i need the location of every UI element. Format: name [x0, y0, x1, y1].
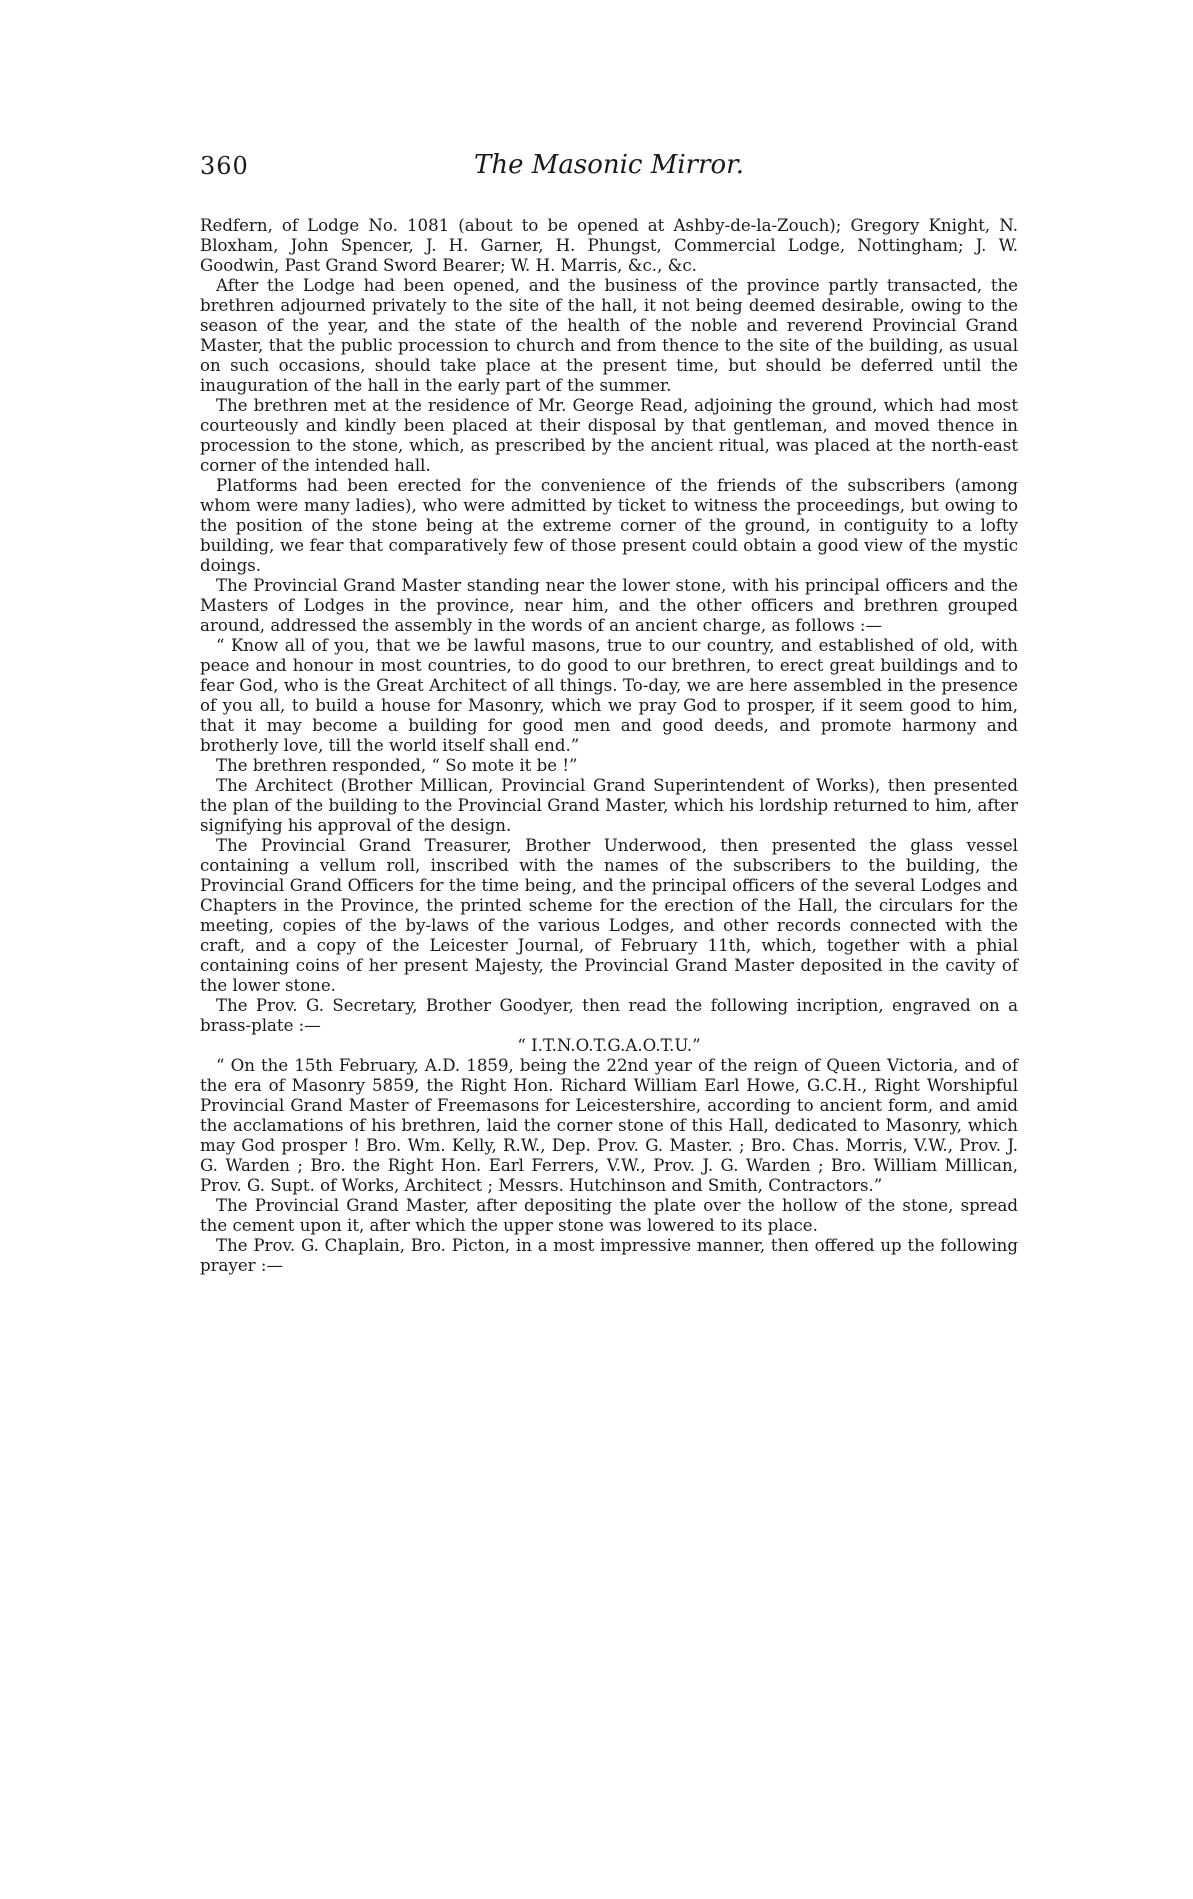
paragraph: Redfern, of Lodge No. 1081 (about to be opened at Ashby-de-la-Zouch); Gregory Knight, N. Bloxham, John Spencer, J. H. Garner, H. Phungst, Commercial Lodge, Nottingham; J. W. Goodwin, Past Grand Sword Bearer; W. H. Marris, &c., &c. [200, 216, 1018, 275]
paragraph: The Provincial Grand Master standing near the lower stone, with his principal officers and the Masters of Lodges in the province, near him, and the other officers and brethren grouped around, addressed the assembly in the words of an ancient charge, as follows :— [200, 576, 1018, 635]
document-page [200, 150, 1018, 1276]
paragraph: After the Lodge had been opened, and the business of the province partly transacted, the brethren adjourned privately to the site of the hall, it not being deemed desirable, owing to the season of the year, and the state of the health of the noble and reverend Provincial Grand Master, that the public procession to church and from thence to the site of the building, as usual on such occasions, should take place at the present time, but should be deferred until the inauguration of the hall in the early part of the summer. [200, 276, 1018, 395]
paragraph: The Architect (Brother Millican, Provincial Grand Superintendent of Works), then presented the plan of the building to the Provincial Grand Master, which his lordship returned to him, after signifying his approval of the design. [200, 776, 1018, 835]
page-number: 360 [200, 152, 249, 180]
paragraph: The Prov. G. Secretary, Brother Goodyer, then read the following incription, engraved on a brass-plate :— [200, 996, 1018, 1035]
paragraph: Platforms had been erected for the convenience of the friends of the subscribers (among whom were many ladies), who were admitted by ticket to witness the proceedings, but owing to the position of the stone being at the extreme corner of the ground, in contiguity to a lofty building, we fear that comparatively few of those present could obtain a good view of the mystic doings. [200, 476, 1018, 575]
paragraph: The Provincial Grand Treasurer, Brother Underwood, then presented the glass vessel containing a vellum roll, inscribed with the names of the subscribers to the building, the Provincial Grand Officers for the time being, and the principal officers of the several Lodges and Chapters in the Province, the printed scheme for the erection of the Hall, the circulars for the meeting, copies of the by-laws of the various Lodges, and other records connected with the craft, and a copy of the Leicester Journal, of February 11th, which, together with a phial containing coins of her present Majesty, the Provincial Grand Master deposited in the cavity of the lower stone. [200, 836, 1018, 995]
charge-quote: “ Know all of you, that we be lawful masons, true to our country, and established of old, with peace and honour in most countries, to do good to our brethren, to erect great buildings and to fear God, who is the Great Architect of all things. To-day, we are here assembled in the presence of you all, to build a house for Masonry, which we pray God to prosper, if it seem good to him, that it may become a building for good men and good deeds, and promote harmony and brotherly love, till the world itself shall end.” [200, 636, 1018, 755]
running-title: The Masonic Mirror. [473, 150, 745, 180]
inscription-heading: “ I.T.N.O.T.G.A.O.T.U.” [517, 1036, 701, 1055]
paragraph: The brethren responded, “ So mote it be !” [216, 756, 578, 775]
paragraph: The brethren met at the residence of Mr. George Read, adjoining the ground, which had most courteously and kindly been placed at their disposal by that gentleman, and moved thence in procession to the stone, which, as prescribed by the ancient ritual, was placed at the north-east corner of the intended hall. [200, 396, 1018, 475]
paragraph: The Prov. G. Chaplain, Bro. Picton, in a most impressive manner, then offered up the following prayer :— [200, 1236, 1018, 1275]
page-header [200, 150, 1018, 190]
paragraph: The Provincial Grand Master, after depositing the plate over the hollow of the stone, spread the cement upon it, after which the upper stone was lowered to its place. [200, 1196, 1018, 1235]
article-body [200, 216, 1018, 1276]
inscription-text: “ On the 15th February, A.D. 1859, being the 22nd year of the reign of Queen Victoria, and of the era of Masonry 5859, the Right Hon. Richard William Earl Howe, G.C.H., Right Worshipful Provincial Grand Master of Freemasons for Leicestershire, according to ancient form, and amid the acclamations of his brethren, laid the corner stone of this Hall, dedicated to Masonry, which may God prosper ! Bro. Wm. Kelly, R.W., Dep. Prov. G. Master. ; Bro. Chas. Morris, V.W., Prov. J. G. Warden ; Bro. the Right Hon. Earl Ferrers, V.W., Prov. J. G. Warden ; Bro. William Millican, Prov. G. Supt. of Works, Architect ; Messrs. Hutchinson and Smith, Contractors.” [200, 1056, 1018, 1195]
